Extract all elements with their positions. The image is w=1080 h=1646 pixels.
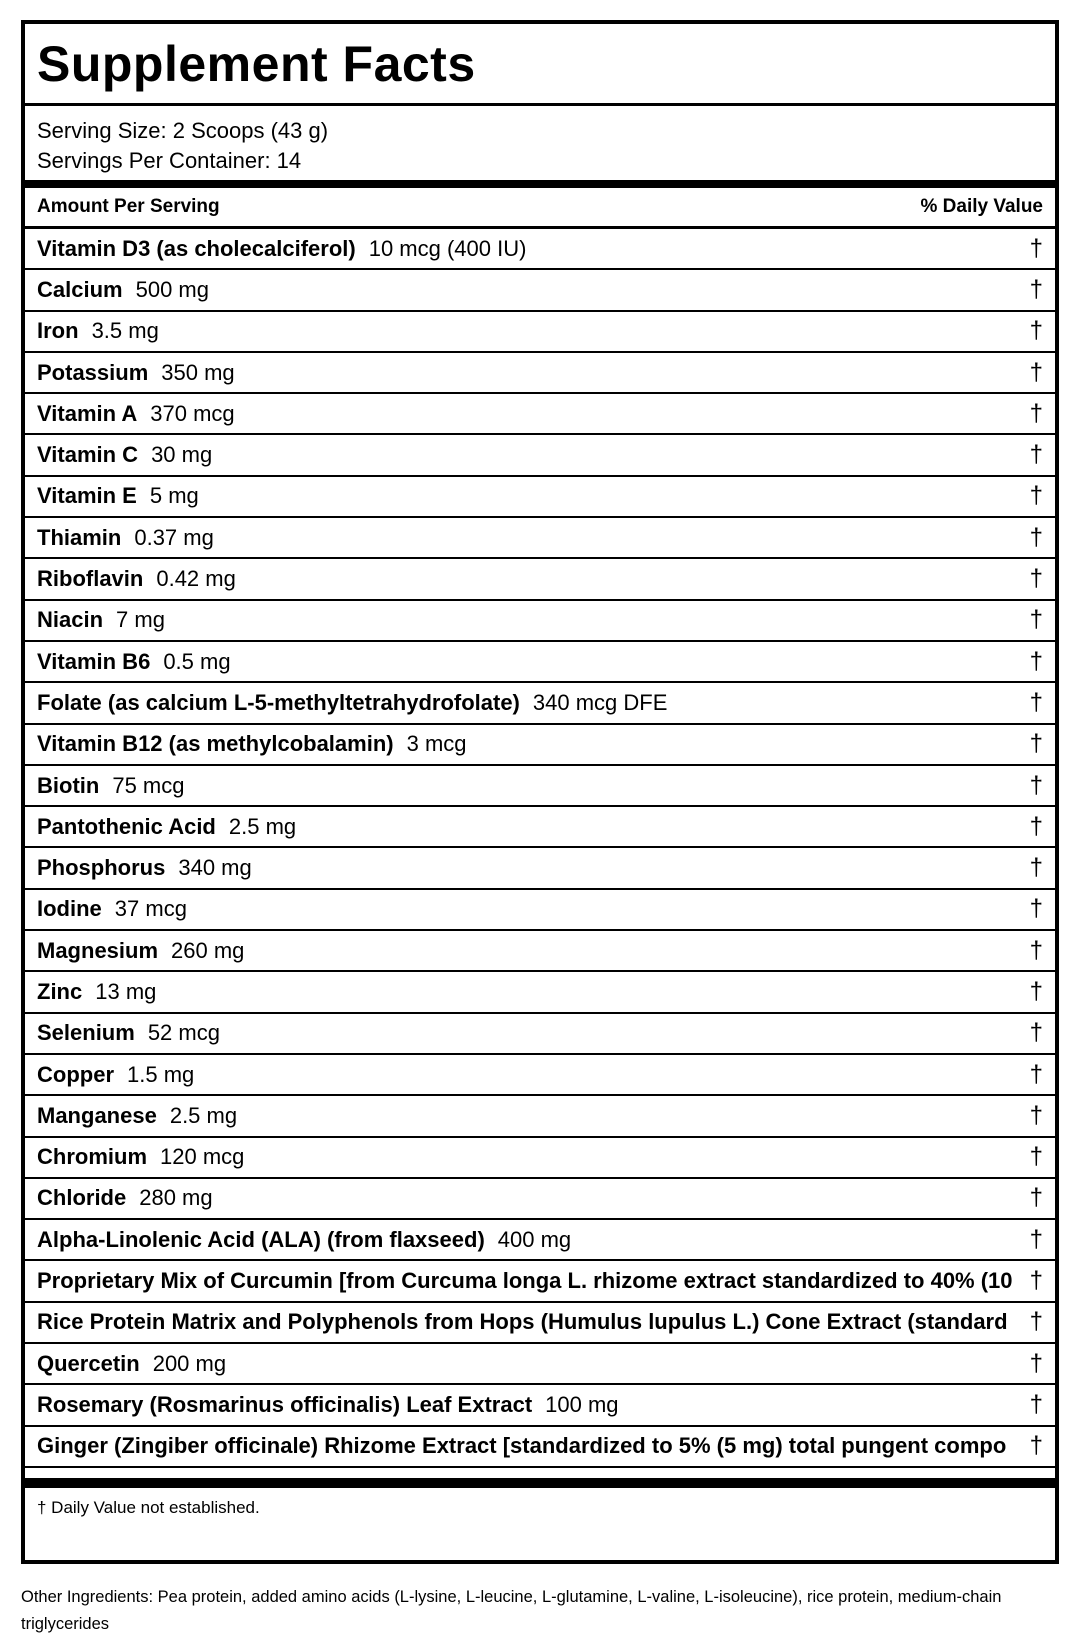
title-box <box>25 24 1055 106</box>
nutrient-text <box>37 1055 194 1094</box>
nutrient-amount: 75 mcg <box>112 772 185 798</box>
daily-value-dagger: † <box>1029 1390 1043 1418</box>
nutrient-name: Proprietary Mix of Curcumin [from Curcuma longa L. rhizome extract standardized to 40% (10 <box>37 1268 1013 1294</box>
daily-value-header: % Daily Value <box>920 196 1043 217</box>
nutrient-text <box>37 1138 244 1177</box>
nutrient-text <box>37 1303 1008 1342</box>
nutrient-text <box>37 766 184 805</box>
nutrient-text <box>37 1014 220 1053</box>
nutrient-amount: 0.5 mg <box>163 648 231 674</box>
nutrient-amount: 400 mg <box>497 1226 572 1252</box>
nutrient-amount: 0.42 mg <box>156 566 236 592</box>
column-header-row <box>25 188 1055 229</box>
nutrient-row <box>25 766 1055 807</box>
nutrient-row <box>25 229 1055 270</box>
nutrient-name: Quercetin <box>37 1350 140 1376</box>
nutrient-amount: 2.5 mg <box>228 813 297 839</box>
nutrient-name: Vitamin B6 <box>37 648 151 674</box>
nutrient-name: Thiamin <box>37 524 122 550</box>
nutrient-amount: 350 mg <box>161 359 235 385</box>
daily-value-dagger: † <box>1029 1225 1043 1253</box>
nutrient-name: Copper <box>37 1061 114 1087</box>
daily-value-dagger: † <box>1029 606 1043 634</box>
nutrient-name: Biotin <box>37 772 100 798</box>
supplement-facts-panel <box>21 20 1059 1564</box>
daily-value-dagger: † <box>1029 936 1043 964</box>
panel-title: Supplement Facts <box>37 35 476 92</box>
nutrient-text <box>37 1344 226 1383</box>
nutrient-name: Chromium <box>37 1144 147 1170</box>
nutrient-text <box>37 972 156 1011</box>
nutrient-row <box>25 1138 1055 1179</box>
nutrient-text <box>37 1261 1013 1300</box>
nutrient-text <box>37 890 187 929</box>
nutrient-row <box>25 1179 1055 1220</box>
servings-per-container: Servings Per Container: 14 <box>37 148 302 173</box>
nutrient-name: Selenium <box>37 1020 135 1046</box>
nutrient-row <box>25 1014 1055 1055</box>
nutrient-text <box>37 1179 213 1218</box>
nutrient-name: Niacin <box>37 607 104 633</box>
nutrient-amount: 0.37 mg <box>134 524 214 550</box>
serving-info <box>25 106 1055 188</box>
nutrient-amount: 13 mg <box>95 978 157 1004</box>
nutrient-row <box>25 1385 1055 1426</box>
nutrient-text <box>37 931 244 970</box>
nutrient-amount: 30 mg <box>151 442 213 468</box>
nutrient-row <box>25 1261 1055 1302</box>
daily-value-dagger: † <box>1029 399 1043 427</box>
nutrient-amount: 200 mg <box>152 1350 227 1376</box>
nutrient-amount: 280 mg <box>139 1185 213 1211</box>
nutrient-row <box>25 312 1055 353</box>
nutrient-list <box>25 229 1055 1468</box>
nutrient-name: Ginger (Zingiber officinale) Rhizome Extract [standardized to 5% (5 mg) total pungent compo <box>37 1433 1007 1459</box>
nutrient-text <box>37 477 199 516</box>
nutrient-name: Iron <box>37 318 79 344</box>
nutrient-name: Vitamin A <box>37 400 138 426</box>
daily-value-dagger: † <box>1029 275 1043 303</box>
daily-value-dagger: † <box>1029 730 1043 758</box>
daily-value-dagger: † <box>1029 1432 1043 1460</box>
nutrient-row <box>25 1096 1055 1137</box>
daily-value-dagger: † <box>1029 1143 1043 1171</box>
nutrient-row <box>25 683 1055 724</box>
daily-value-dagger: † <box>1029 441 1043 469</box>
nutrient-text <box>37 1427 1006 1466</box>
nutrient-text <box>37 559 236 598</box>
nutrient-row <box>25 477 1055 518</box>
daily-value-dagger: † <box>1029 523 1043 551</box>
nutrient-text <box>37 601 165 640</box>
nutrient-row <box>25 518 1055 559</box>
nutrient-row <box>25 353 1055 394</box>
nutrient-text <box>37 642 231 681</box>
daily-value-dagger: † <box>1029 565 1043 593</box>
nutrient-text <box>37 229 526 268</box>
daily-value-dagger: † <box>1029 482 1043 510</box>
nutrient-name: Calcium <box>37 276 123 302</box>
bottom-divider <box>25 1478 1055 1488</box>
amount-per-serving-header: Amount Per Serving <box>37 196 220 217</box>
daily-value-dagger: † <box>1029 317 1043 345</box>
nutrient-text <box>37 683 667 722</box>
nutrient-name: Iodine <box>37 896 102 922</box>
nutrient-text <box>37 1220 571 1259</box>
nutrient-text <box>37 1096 237 1135</box>
nutrient-amount: 340 mcg DFE <box>532 689 668 715</box>
daily-value-dagger: † <box>1029 1184 1043 1212</box>
nutrient-name: Chloride <box>37 1185 127 1211</box>
nutrient-text <box>37 394 235 433</box>
nutrient-amount: 120 mcg <box>160 1144 245 1170</box>
nutrient-name: Rice Protein Matrix and Polyphenols from Hops (Humulus lupulus L.) Cone Extract (standard <box>37 1309 1008 1335</box>
daily-value-dagger: † <box>1029 977 1043 1005</box>
nutrient-row <box>25 559 1055 600</box>
nutrient-row <box>25 725 1055 766</box>
nutrient-name: Potassium <box>37 359 149 385</box>
nutrient-amount: 100 mg <box>545 1391 619 1417</box>
nutrient-row <box>25 1303 1055 1344</box>
nutrient-text <box>37 518 214 557</box>
nutrient-row <box>25 890 1055 931</box>
nutrient-text <box>37 1385 619 1424</box>
daily-value-dagger: † <box>1029 1349 1043 1377</box>
nutrient-row <box>25 642 1055 683</box>
nutrient-name: Vitamin D3 (as cholecalciferol) <box>37 235 356 261</box>
nutrient-text <box>37 270 209 309</box>
daily-value-dagger: † <box>1029 1308 1043 1336</box>
nutrient-row <box>25 1055 1055 1096</box>
nutrient-text <box>37 807 296 846</box>
nutrient-amount: 2.5 mg <box>169 1102 238 1128</box>
daily-value-dagger: † <box>1029 812 1043 840</box>
nutrient-name: Magnesium <box>37 937 159 963</box>
nutrient-amount: 260 mg <box>171 937 245 963</box>
nutrient-text <box>37 353 235 392</box>
nutrient-row <box>25 848 1055 889</box>
nutrient-name: Vitamin E <box>37 483 137 509</box>
nutrient-row <box>25 435 1055 476</box>
daily-value-dagger: † <box>1029 1060 1043 1088</box>
nutrient-row <box>25 1344 1055 1385</box>
nutrient-amount: 340 mg <box>178 855 252 881</box>
nutrient-amount: 52 mcg <box>147 1020 220 1046</box>
nutrient-text <box>37 435 212 474</box>
nutrient-name: Folate (as calcium L-5-methyltetrahydrofolate) <box>37 689 520 715</box>
footnote: † Daily Value not established. <box>37 1497 260 1517</box>
nutrient-amount: 1.5 mg <box>127 1061 195 1087</box>
daily-value-dagger: † <box>1029 1101 1043 1129</box>
nutrient-text <box>37 725 467 764</box>
nutrient-row <box>25 1220 1055 1261</box>
nutrient-name: Phosphorus <box>37 855 166 881</box>
daily-value-dagger: † <box>1029 647 1043 675</box>
nutrient-text <box>37 312 159 351</box>
nutrient-name: Pantothenic Acid <box>37 813 216 839</box>
nutrient-name: Riboflavin <box>37 566 144 592</box>
serving-size: Serving Size: 2 Scoops (43 g) <box>37 118 329 143</box>
nutrient-amount: 5 mg <box>149 483 199 509</box>
nutrient-name: Vitamin B12 (as methylcobalamin) <box>37 731 394 757</box>
daily-value-dagger: † <box>1029 1019 1043 1047</box>
nutrient-amount: 500 mg <box>135 276 209 302</box>
nutrient-name: Alpha-Linolenic Acid (ALA) (from flaxseed) <box>37 1226 485 1252</box>
nutrient-row <box>25 394 1055 435</box>
nutrient-name: Manganese <box>37 1102 157 1128</box>
daily-value-dagger: † <box>1029 688 1043 716</box>
daily-value-dagger: † <box>1029 358 1043 386</box>
nutrient-amount: 370 mcg <box>150 400 235 426</box>
nutrient-name: Rosemary (Rosmarinus officinalis) Leaf Extract <box>37 1391 533 1417</box>
nutrient-amount: 37 mcg <box>114 896 187 922</box>
nutrient-row <box>25 931 1055 972</box>
nutrient-row <box>25 1427 1055 1468</box>
nutrient-row <box>25 601 1055 642</box>
daily-value-dagger: † <box>1029 895 1043 923</box>
nutrient-amount: 3 mcg <box>406 731 467 757</box>
nutrient-name: Zinc <box>37 978 83 1004</box>
nutrient-amount: 10 mcg (400 IU) <box>368 235 527 261</box>
daily-value-dagger: † <box>1029 854 1043 882</box>
nutrient-text <box>37 848 252 887</box>
nutrient-row <box>25 972 1055 1013</box>
nutrient-row <box>25 807 1055 848</box>
daily-value-dagger: † <box>1029 771 1043 799</box>
nutrient-amount: 7 mg <box>116 607 165 633</box>
nutrient-row <box>25 270 1055 311</box>
daily-value-dagger: † <box>1029 1267 1043 1295</box>
nutrient-amount: 3.5 mg <box>91 318 159 344</box>
nutrient-name: Vitamin C <box>37 442 139 468</box>
daily-value-dagger: † <box>1029 234 1043 262</box>
other-ingredients: Other Ingredients: Pea protein, added amino acids (L-lysine, L-leucine, L-glutamine, L-valine, L-isoleucine), rice protein, medium-chain triglycerides <box>21 1588 1002 1633</box>
